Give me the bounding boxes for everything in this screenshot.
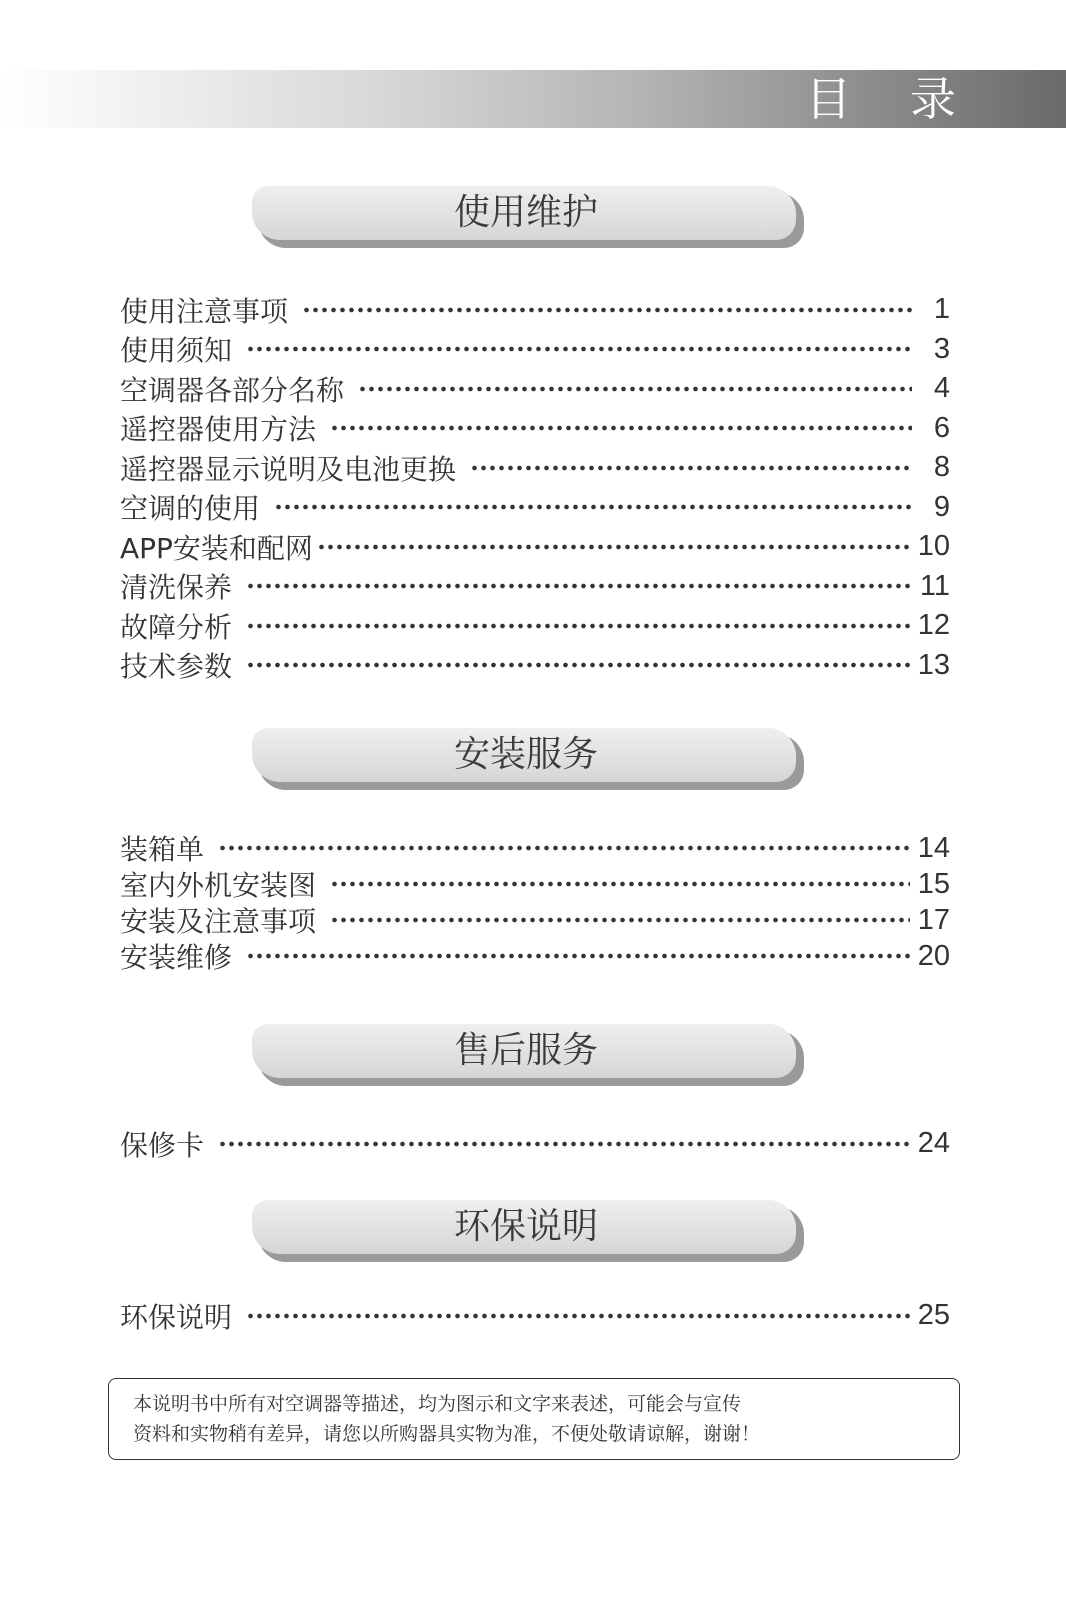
dot-leader [470, 465, 912, 471]
section-header-installation [252, 728, 800, 786]
toc-entry-page: 15 [917, 867, 950, 900]
toc-entry-page: 25 [917, 1299, 950, 1332]
toc-entry-page: 14 [917, 831, 950, 864]
section-title: 使用维护 [453, 192, 598, 233]
toc-entry-page: 6 [933, 411, 950, 444]
toc-list-maintenance [120, 290, 950, 685]
toc-entry-page: 17 [917, 903, 950, 936]
toc-entry-title: 装箱单 [120, 833, 205, 866]
section-header-maintenance [252, 186, 800, 244]
toc-entry[interactable] [120, 567, 950, 607]
toc-entry-title: 空调器各部分名称 [120, 373, 345, 407]
dot-leader [302, 307, 912, 313]
toc-entry-page: 10 [917, 530, 950, 563]
toc-entry-title: 室内外机安装图 [120, 869, 317, 902]
disclaimer-line: 本说明书中所有对空调器等描述，均为图示和文字来表述，可能会与宣传 [133, 1393, 742, 1415]
toc-entry-title: 清洗保养 [120, 571, 233, 605]
dot-leader [330, 917, 910, 923]
page-title: 目 录 [805, 72, 978, 126]
toc-entry-title: 故障分析 [120, 610, 233, 644]
toc-entry-title: 安装及注意事项 [120, 905, 317, 938]
toc-entry-title: APP安装和配网 [120, 531, 313, 565]
toc-entry-page: 9 [933, 490, 950, 523]
toc-entry-page: 1 [933, 293, 950, 326]
toc-entry[interactable] [120, 938, 950, 974]
toc-entry-title: 保修卡 [120, 1128, 205, 1162]
dot-leader [246, 583, 912, 589]
toc-list-environmental [120, 1296, 950, 1336]
toc-list-after-sales [120, 1124, 950, 1164]
dot-leader [330, 881, 910, 887]
toc-entry-title: 使用注意事项 [120, 294, 289, 328]
toc-entry[interactable] [120, 606, 950, 646]
disclaimer-line: 资料和实物稍有差异，请您以所购器具实物为准，不便处敬请谅解，谢谢！ [133, 1423, 761, 1445]
toc-entry[interactable] [120, 866, 950, 902]
dot-leader [218, 1141, 910, 1147]
toc-entry-page: 8 [933, 451, 950, 484]
toc-entry-page: 13 [917, 648, 950, 681]
toc-entry-page: 24 [917, 1127, 950, 1160]
toc-entry[interactable] [120, 1124, 950, 1164]
toc-entry[interactable] [120, 830, 950, 866]
toc-entry-page: 12 [917, 609, 950, 642]
toc-entry-title: 遥控器显示说明及电池更换 [120, 452, 457, 486]
toc-entry-title: 遥控器使用方法 [120, 413, 317, 447]
toc-entry-title: 环保说明 [120, 1300, 233, 1334]
dot-leader [246, 1313, 910, 1319]
toc-entry-page: 11 [919, 569, 950, 602]
toc-entry-title: 技术参数 [120, 650, 233, 684]
section-header-after-sales [252, 1024, 800, 1082]
toc-entry-page: 3 [933, 332, 950, 365]
section-title: 环保说明 [453, 1206, 598, 1247]
dot-leader [218, 845, 910, 851]
toc-entry[interactable] [120, 1296, 950, 1336]
toc-entry[interactable] [120, 448, 950, 488]
toc-entry[interactable] [120, 330, 950, 370]
section-header-environmental [252, 1200, 800, 1258]
toc-entry-title: 使用须知 [120, 334, 233, 368]
disclaimer-box [108, 1378, 960, 1460]
dot-leader [246, 662, 910, 668]
toc-entry-page: 20 [917, 939, 950, 972]
toc-entry-title: 空调的使用 [120, 492, 261, 526]
dot-leader [358, 386, 912, 392]
toc-entry[interactable] [120, 902, 950, 938]
dot-leader [246, 953, 910, 959]
toc-entry[interactable] [120, 646, 950, 686]
dot-leader [246, 623, 910, 629]
toc-entry-title: 安装维修 [120, 941, 233, 974]
dot-leader [330, 425, 912, 431]
toc-entry[interactable] [120, 290, 950, 330]
dot-leader [274, 504, 912, 510]
toc-entry-page: 4 [933, 372, 950, 405]
dot-leader [246, 346, 912, 352]
toc-entry[interactable] [120, 369, 950, 409]
toc-entry[interactable] [120, 527, 950, 567]
toc-entry[interactable] [120, 409, 950, 449]
toc-list-installation [120, 830, 950, 974]
section-title: 安装服务 [453, 734, 598, 775]
toc-entry[interactable] [120, 488, 950, 528]
dot-leader [317, 544, 910, 550]
section-title: 售后服务 [453, 1030, 598, 1071]
